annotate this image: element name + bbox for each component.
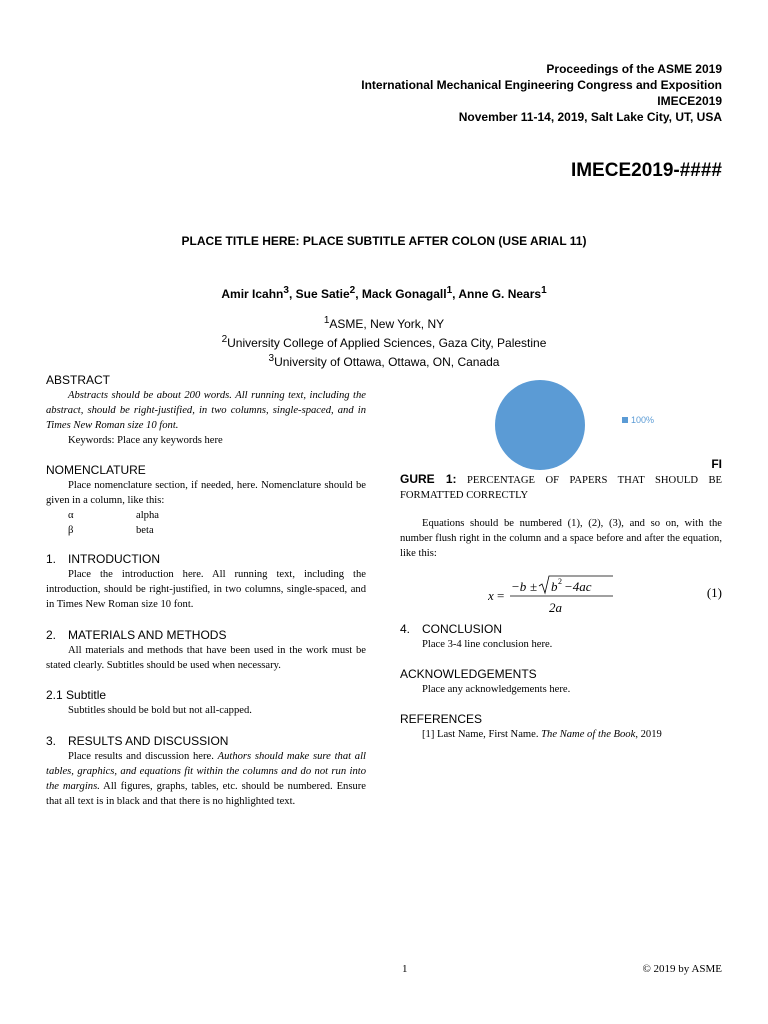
abstract-text: Abstracts should be about 200 words. All running text, including the abstract, should be right-justified, in two columns, single-spaced, and in Times New Roman size 10 font. [46, 390, 366, 431]
equation-1 [400, 573, 722, 617]
eq-plus-minus: ± [530, 579, 538, 594]
proceedings-line-3: IMECE2019 [657, 94, 722, 108]
nomenclature-item [68, 523, 366, 538]
proceedings-line-2: International Mechanical Engineering Congress and Exposition [361, 78, 722, 92]
copyright-notice: © 2019 by ASME [642, 963, 722, 975]
conclusion-text: Place 3-4 line conclusion here. [422, 639, 553, 650]
affiliation [0, 351, 768, 370]
equations-text: Equations should be numbered (1), (2), (3), and so on, with the number flush right in the column and a space before and after the equation, like this: [400, 518, 722, 559]
introduction-heading [46, 551, 366, 567]
subtitle-text: Subtitles should be bold but not all-capped. [68, 705, 252, 716]
affil-text: University of Ottawa, Ottawa, ON, Canada [274, 355, 500, 369]
eq-lhs: x [488, 588, 494, 603]
section-title: CONCLUSION [422, 622, 503, 636]
right-column [400, 516, 722, 742]
proceedings-line-1: Proceedings of the ASME 2019 [546, 62, 722, 76]
equation-formula [488, 573, 648, 617]
paper-number: IMECE2019-#### [570, 160, 722, 181]
figure-caption-line [400, 472, 722, 503]
results-text-c: All figures, graphs, tables, etc. should be numbered. Ensure that all text is in black and that there is no highlighted text. [46, 781, 366, 807]
section-number: 2. [46, 628, 57, 642]
section-number: 3. [46, 734, 57, 748]
keywords: Keywords: Place any keywords here [68, 435, 223, 446]
figure-label: GURE 1: [400, 472, 457, 486]
affiliation [0, 332, 768, 351]
acknowledgements-text: Place any acknowledgements here. [422, 684, 571, 695]
eq-exponent: 2 [558, 577, 562, 586]
author-separator: , [452, 287, 459, 301]
nomenclature-text: Place nomenclature section, if needed, here. Nomenclature should be given in a column, like this: [46, 480, 366, 506]
nomenclature-meaning: alpha [136, 510, 159, 521]
author-separator: , [355, 287, 362, 301]
reference-year: , 2019 [635, 729, 662, 740]
affiliation [0, 313, 768, 332]
conclusion-heading [400, 621, 722, 637]
page-number: 1 [402, 963, 408, 975]
paper-title: PLACE TITLE HERE: PLACE SUBTITLE AFTER COLON (USE ARIAL 11) [181, 234, 587, 248]
proceedings-header [361, 61, 722, 125]
nomenclature-symbol: β [68, 525, 74, 536]
legend-swatch [622, 417, 628, 423]
author-name: Anne G. Nears [458, 287, 542, 301]
figure-caption [400, 456, 722, 503]
results-text-italic: Authors should make sure that all tables, graphics, and equations fit within the columns and do not run into the margins. [46, 751, 366, 792]
reference-book-title: The Name of the Book [541, 729, 636, 740]
author-affil-sup: 3 [283, 285, 289, 296]
section-number: 1. [46, 552, 57, 566]
author-name: Amir Icahn [221, 287, 284, 301]
section-number: 4. [400, 622, 411, 636]
materials-text: All materials and methods that have been used in the work must be stated clearly. Subtitles should be used when necessary. [46, 645, 366, 671]
results-heading [46, 733, 366, 749]
subtitle-heading: 2.1 Subtitle [46, 688, 107, 702]
equation-number: (1) [706, 585, 722, 600]
references-heading: REFERENCES [400, 712, 483, 726]
reference-authors: [1] Last Name, First Name. [422, 729, 542, 740]
author-affil-sup: 2 [349, 285, 356, 296]
eq-minus-4ac: −4ac [564, 579, 592, 594]
reference-1 [400, 727, 722, 742]
affil-text: University College of Applied Sciences, Gaza City, Palestine [227, 336, 547, 350]
nomenclature-meaning: beta [136, 525, 154, 536]
author-name: Sue Satie [295, 287, 350, 301]
legend-label: 100% [631, 415, 655, 425]
eq-b: b [551, 579, 558, 594]
nomenclature-heading: NOMENCLATURE [46, 463, 146, 477]
eq-minus-b: −b [511, 579, 527, 594]
affiliations [0, 313, 768, 370]
author-affil-sup: 1 [446, 285, 453, 296]
left-column [46, 372, 366, 809]
figure-caption-fi: FI [711, 457, 722, 471]
affil-text: ASME, New York, NY [329, 317, 445, 331]
figure-caption-text: PERCENTAGE OF PAPERS THAT SHOULD BE FORMATTED CORRECTLY [400, 475, 722, 501]
nomenclature-symbol: α [68, 510, 74, 521]
proceedings-line-4: November 11-14, 2019, Salt Lake City, UT, USA [458, 110, 722, 124]
affil-sup: 3 [268, 353, 275, 364]
author-affil-sup: 1 [541, 285, 547, 296]
author-name: Mack Gonagall [361, 287, 447, 301]
affil-sup: 1 [323, 315, 330, 326]
acknowledgements-heading: ACKNOWLEDGEMENTS [400, 667, 537, 681]
results-text [46, 749, 366, 809]
abstract-heading: ABSTRACT [46, 373, 111, 387]
section-title: MATERIALS AND METHODS [68, 628, 227, 642]
section-title: RESULTS AND DISCUSSION [68, 734, 229, 748]
materials-heading [46, 627, 366, 643]
eq-equals: = [497, 588, 505, 603]
section-title: INTRODUCTION [68, 552, 160, 566]
affil-sup: 2 [221, 334, 228, 345]
results-text-a: Place results and discussion here. [68, 751, 218, 762]
author-list [0, 285, 768, 301]
introduction-text: Place the introduction here. All running text, including the introduction, should be right-justified, in two columns, single-spaced, and in Times New Roman size 10 font. [46, 569, 366, 610]
author-separator: , [288, 287, 296, 301]
eq-denominator: 2a [549, 600, 562, 615]
nomenclature-item [68, 508, 366, 523]
